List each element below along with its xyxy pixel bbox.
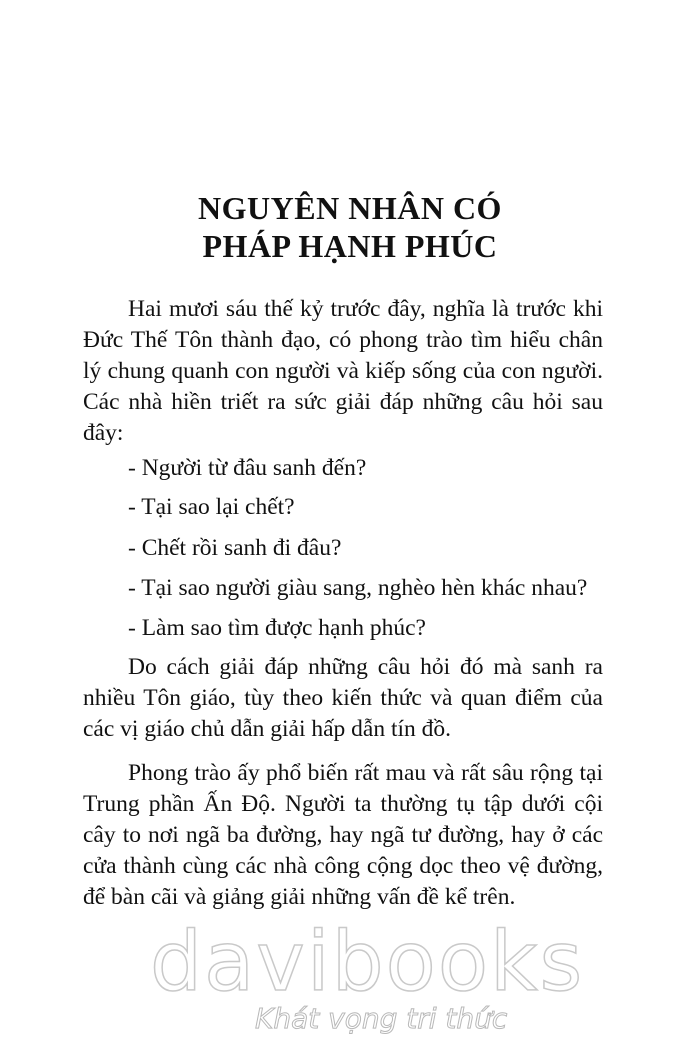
list-item: - Chết rồi sanh đi đâu? — [128, 535, 342, 561]
list-item: - Tại sao lại chết? — [128, 494, 295, 520]
watermark-slogan: Khát vọng tri thức — [255, 1002, 508, 1035]
watermark-brand: davibooks — [150, 915, 585, 1010]
list-item: - Tại sao người giàu sang, nghèo hèn khác nhau? — [128, 575, 588, 601]
list-item: - Người từ đâu sanh đến? — [128, 455, 367, 481]
paragraph-intro: Hai mươi sáu thế kỷ trước đây, nghĩa là trước khi Đức Thế Tôn thành đạo, có phong trào tìm hiểu chân lý chung quanh con người và kiếp sống của con người. Các nhà hiền triết ra sức giải đáp những câu hỏi sau đây: — [83, 296, 603, 446]
chapter-title-line-2: PHÁP HẠNH PHÚC — [202, 228, 498, 264]
paragraph-movement: Phong trào ấy phổ biến rất mau và rất sâu rộng tại Trung phần Ấn Độ. Người ta thường tụ tập dưới cội cây to nơi ngã ba đường, hay ngã tư đường, hay ở các cửa thành cùng các nhà công cộng dọc theo vệ đường, để bàn cãi và giảng giải những vấn đề kể trên. — [83, 760, 603, 910]
paragraph-religions: Do cách giải đáp những câu hỏi đó mà sanh ra nhiều Tôn giáo, tùy theo kiến thức và quan điểm của các vị giáo chủ dẫn giải hấp dẫn tín đồ. — [83, 654, 603, 742]
list-item: - Làm sao tìm được hạnh phúc? — [128, 615, 426, 641]
chapter-title-line-1: NGUYÊN NHÂN CÓ — [198, 190, 502, 226]
